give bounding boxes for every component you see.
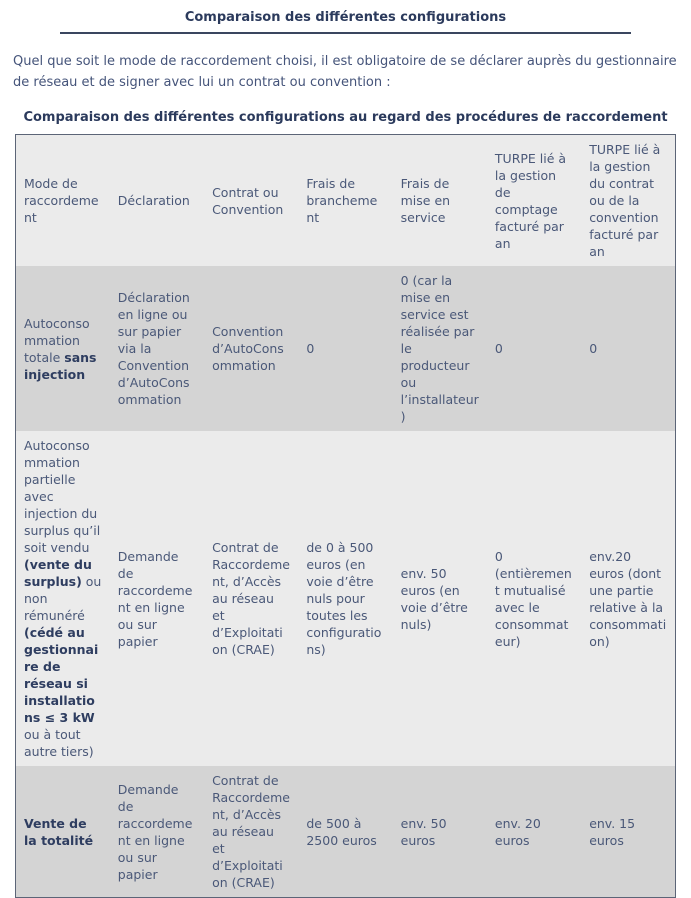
table-row xyxy=(16,266,676,431)
table-cell: 0 (entièrement mutualisé avec le consommateur) xyxy=(494,548,572,649)
table-cell: Autoconsommation partielle avec injection du surplus qu’il soit vendu (vente du surplus) ou non rémunéré (cédé au gestionnaire de réseau si installations ≤ 3 kW ou à tout autre tiers) xyxy=(24,438,102,759)
column-header: Frais de mise en service xyxy=(400,176,451,225)
table-cell: Déclaration en ligne ou sur papier via la Convention d’AutoConsommation xyxy=(117,290,190,407)
table-row xyxy=(16,431,676,766)
table-cell: de 0 à 500 euros (en voie d’être nuls pour toutes les configurations) xyxy=(306,540,382,657)
table-cell: 0 (car la mise en service est réalisée par le producteur ou l’installateur) xyxy=(400,273,479,424)
column-header: TURPE lié à la gestion de comptage facturé par an xyxy=(494,150,567,251)
table-cell: env. 20 euros xyxy=(494,815,541,848)
table-cell: env. 50 euros xyxy=(400,815,447,848)
table-cell: Contrat de Raccordement, d’Accès au réseau et d’Exploitation (CRAE) xyxy=(212,540,290,657)
table-cell: 0 xyxy=(306,341,315,356)
intro-paragraph: Quel que soit le mode de raccordement choisi, il est obligatoire de se déclarer auprès du gestionnaire de réseau et de signer avec lui un contrat ou convention : xyxy=(13,54,677,90)
table-cell: 0 xyxy=(494,341,503,356)
table-cell: env.20 euros (dont une partie relative à la consommation) xyxy=(589,548,667,649)
column-header: Déclaration xyxy=(117,193,190,208)
table-cell: 0 xyxy=(589,341,598,356)
header-row xyxy=(16,135,676,267)
table-row xyxy=(16,766,676,898)
table-caption: Comparaison des différentes configurations au regard des procédures de raccordement xyxy=(23,110,668,125)
table-cell: de 500 à 2500 euros xyxy=(306,815,377,848)
table-cell: Demande de raccordement en ligne ou sur papier xyxy=(117,548,193,649)
table-cell: Autoconsommation totale sans injection xyxy=(24,315,97,382)
table-cell: Demande de raccordement en ligne ou sur papier xyxy=(117,781,193,882)
table-body xyxy=(16,266,676,898)
table-header xyxy=(16,135,676,267)
column-header: Mode de raccordement xyxy=(24,176,99,225)
table-cell: Contrat de Raccordement, d’Accès au réseau et d’Exploitation (CRAE) xyxy=(212,773,290,890)
column-header: Contrat ou Convention xyxy=(212,184,284,217)
comparison-table xyxy=(15,134,676,898)
page-title: Comparaison des différentes configurations xyxy=(60,10,632,34)
table-cell: env. 15 euros xyxy=(589,815,636,848)
table-cell: Convention d’AutoConsommation xyxy=(212,324,284,373)
column-header: Frais de branchement xyxy=(306,176,378,225)
column-header: TURPE lié à la gestion du contrat ou de la convention facturé par an xyxy=(589,142,661,259)
table-cell: Vente de la totalité xyxy=(24,815,94,848)
table-cell: env. 50 euros (en voie d’être nuls) xyxy=(400,565,468,632)
